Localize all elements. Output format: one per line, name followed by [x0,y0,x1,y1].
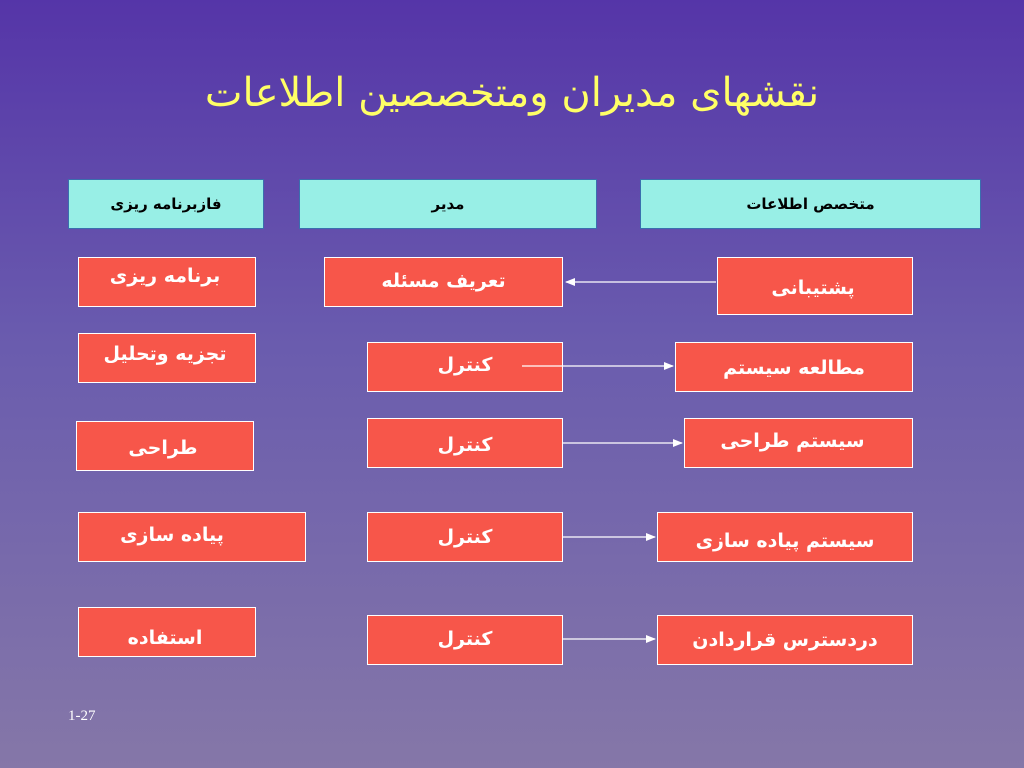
phase-label: تجزیه وتحلیل [103,343,227,365]
manager-label: کنترل [437,628,493,650]
specialist-label: دردسترس قراردادن [692,629,878,651]
specialist-label: مطالعه سیستم [723,357,865,379]
specialist-label: پشتیبانی [771,277,855,299]
specialist-label: سیستم پیاده سازی [695,530,875,552]
header-specialist: متخصص اطلاعات [640,179,981,229]
manager-label: کنترل [437,354,493,376]
phase-label: استفاده [127,627,203,649]
phase-label: طراحی [128,437,198,459]
phase-label: برنامه ریزی [109,265,221,287]
header-phases: فازبرنامه ریزی [68,179,264,229]
specialist-label: سیستم طراحی [720,430,865,452]
manager-label: کنترل [437,526,493,548]
slide-title: نقشهای مدیران ومتخصصین اطلاعات [204,70,820,116]
phase-label: پیاده سازی [120,524,224,546]
manager-label: کنترل [437,434,493,456]
header-manager: مدیر [299,179,597,229]
manager-label: تعریف مسئله [381,270,506,292]
page-number: 1-27 [68,708,96,724]
